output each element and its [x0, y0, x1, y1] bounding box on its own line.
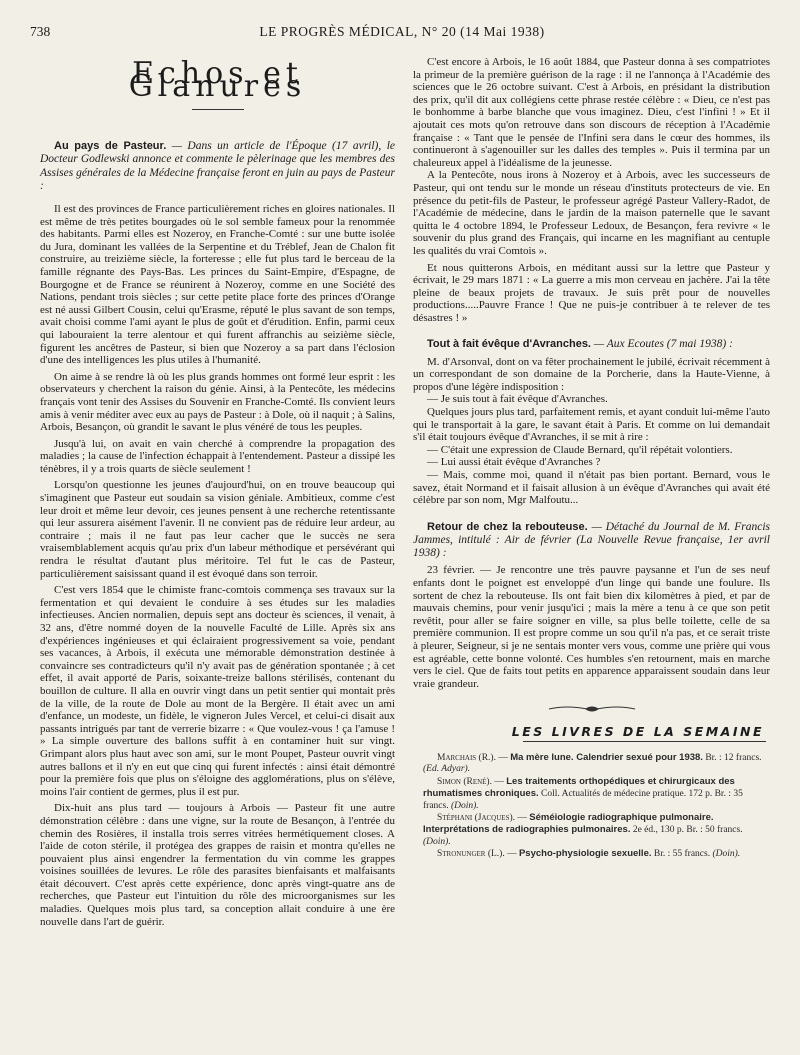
left-column: [40, 54, 395, 928]
book-title: Les traitements orthopédiques et chirurgicaux des rhumatismes chroniques.: [423, 775, 735, 800]
book-publisher: (Doin).: [712, 849, 741, 860]
paragraph: — Lui aussi était évêque d'Avranches ?: [427, 456, 601, 469]
article-pasteur-title: Au pays de Pasteur.: [54, 140, 167, 153]
running-title: LE PROGRÈS MÉDICAL, N° 20 (14 Mai 1938): [259, 24, 545, 39]
book-author: Simon (René).: [437, 776, 492, 787]
page-header: [30, 24, 774, 40]
paragraph: Quelques jours plus tard, parfaitement remis, et ayant conduit lui-même l'auto qui le transportait à la gare, le savant était à Paris. Et comme on lui demandait s'il était toujours évêque d'Avranches, il se mit à rire :: [413, 406, 770, 444]
paragraph: C'est encore à Arbois, le 16 août 1884, que Pasteur donna à ses compatriotes la primeur de la première guérison de la rage : il ne l'annonça à l'Académie des sciences que le 26 octobre suivant. C'est à Arbois, en présidant la distribution des prix, qu'il dit aux collégiens cette phrase restée célèbre : « Dieu, ce n'est pas le bonhomme à barbe blanche que vous imaginez. Dieu, c'est l'infini ! » Et il ajoutait ces mots qu'on retrouve dans son discours de réception à l'Académie française : « Tant que le pensée de l'Infini sera dans le cœur des hommes, ils continueront à s'agenouiller sur les dalles des temples ». Puis il termina par un chaleureux appel à l'idéalisme de la jeunesse.: [413, 56, 770, 169]
book-author: Stronunger (L.).: [437, 849, 505, 860]
paragraph: A la Pentecôte, nous irons à Nozeroy et à Arbois, avec les successeurs de Pasteur, qui ont tendu sur le monde un réseau d'instituts protecteurs de vie. En présence du petit-fils de Pasteur, le professeur agrégé Pasteur Vallery-Radot, de l'Académie de médecine, dans le jardin de la maison paternelle que le savant quitta le 4 octobre 1894, le Professeur Ledoux, de Besançon, fera revivre « le souvenir du plus grand des Français, qui incarne en les magnifiant au centuple les qualités du vrai Comtois ».: [413, 169, 770, 257]
right-column: [413, 56, 770, 861]
flourish-icon: [547, 704, 637, 714]
article-rebouteuse-head: [413, 521, 770, 561]
article-pasteur-intro: — Dans un article de l'Époque (17 avril), le Docteur Godlewski annonce et commente le pèlerinage que les membres des Assises générales de la Médecine française feront en juin au pays de Pasteur :: [40, 140, 396, 192]
book-details: Br. : 55 francs.: [653, 849, 711, 860]
paragraph: Et nous quitterons Arbois, en méditant aussi sur la lettre que Pasteur y écrivait, le 29 mars 1871 : « La guerre a mis mon cerveau en jachère. J'ai la tête pleine de beaux projets de travaux. Je suis prêt pour de nouvelles productions.....Pauvre France ! Que ne puis-je contribuer à te relever de tes désastres ! »: [413, 261, 770, 324]
article-rebouteuse-source: — Détaché du Journal de M. Francis Jammes, intitulé : Air de février (La Nouvelle Revue française, 1er avril 1938) :: [413, 520, 771, 560]
paragraph: Jusqu'à lui, on avait en vain cherché à comprendre la propagation des maladies ; la cause de l'infection échappait à l'entendement. Pasteur a dissipé les ténèbres, il y a trois quarts de siècle seulement !: [40, 437, 395, 475]
book-title: Ma mère lune. Calendrier sexué pour 1938.: [510, 751, 703, 763]
book-publisher: (Doin).: [450, 800, 479, 811]
book-entry: Stéphani (Jacques). — Séméiologie radiographique pulmonaire. Interprétations de radiographies pulmonaires. 2e éd., 130 p. Br. : 50 francs. (Doin).: [423, 811, 743, 847]
page-number: 738: [30, 24, 51, 39]
book-entry: Stronunger (L.). — Psycho-physiologie sexuelle. Br. : 55 francs. (Doin).: [437, 848, 741, 860]
book-publisher: (Doin).: [423, 836, 451, 847]
paragraph: Dix-huit ans plus tard — toujours à Arbois — Pasteur fit une autre démonstration célèbre : dans une vigne, sur la route de Besançon, à l'entrée du chemin des Rosières, il installa trois serres vitrées hermétiquement closes. A l'aide de coton stérile, il protégea des grappes de raisin et montra qu'elles ne pouvaient plus ainsi engendrer la fermentation du vin comme les grappes voisines souillées de levures. Le rôle des parasites bienfaisants et malfaisants était découvert. C'est après cette expérience, donc après vingt-quatre ans de recherches, que Pasteur eut l'intuition du rôle des microorganismes sur les maladies. Quelques mois plus tard, sa conception allait conduire à une ère nouvelle dans l'art de guérir.: [40, 802, 395, 928]
book-details: 2e éd., 130 p. Br. : 50 francs.: [632, 825, 743, 836]
paragraph: 23 février. — Je rencontre une très pauvre paysanne et l'un de ses neuf enfants dont le poignet est enveloppé d'un linge qui bande une foulure. Ils sortent de chez la rebouteuse. Ils ont fait bien dix kilomètres à pied, et par de mauvais chemins, pour venir jusqu'ici ; mais la mère a tenu à ce que son petit revêtit, pour aller se faire soigner en ville, sa plus belle toilette, celle de sa première communion. Il est propre comme un sou qu'il n'a pas, et ce serait triste à pleurer, Seigneur, si je ne sentais monter vers vous, comme une prière qui vous est agréable, cette bonne volonté. Ces humbles s'en retournent, mais en marche vers le ciel. Que de faits tout petits en apparence apparaissent soudain dans leur vraie grandeur.: [413, 564, 770, 690]
title-rule: [192, 109, 244, 110]
book-author: Marchais (R.).: [437, 752, 496, 763]
book-details: Coll. Actualités de médecine pratique. 172 p. Br. : 35 francs.: [423, 789, 743, 811]
paragraph: Lorsqu'on questionne les jeunes d'aujourd'hui, on en trouve beaucoup qui s'imaginent que Pasteur eut soudain sa vision géniale. Ambitieux, comme c'est leur droit et même leur devoir, ces jeunes pensent à une recherche retentissante qui leur assurera aisément l'avenir. Il ne convient pas de réduire leur ardeur, au contraire ; mais il ne faut pas leur cacher que le succès ne sera vraisemblablement acquis qu'au prix d'un labeur méthodique et persévérant qui rendra le résultat d'autant plus méritoire. Tel fut le cas de Pasteur, particulièrement saisissant quand il est évoqué dans son terroir.: [40, 479, 395, 580]
article-avranches-source: — Aux Ecoutes (7 mai 1938) :: [593, 338, 733, 351]
article-avranches-head: [413, 338, 770, 351]
paragraph: C'est vers 1854 que le chimiste franc-comtois commença ses travaux sur la fermentation et qui devaient le conduire à ses études sur les maladies infectieuses. Ancien normalien, depuis sept ans docteur ès sciences, il venait, à 32 ans, d'être nommé doyen de la nouvelle Faculté de Lille. Après six ans d'expériences ingénieuses et qui éclairaient progressivement sa voie, pendant ses vacances, à Arbois, il exécuta une mémorable démonstration destinée à convaincre ses contradicteurs qu'il n'y avait pas de génération spontanée ; à cet effet, il avait apporté de Paris, soixante-treize ballons stérilisés, contenant du bouillon de culture. Il alla en ouvrir vingt dans un petit sentier qui montait près de la ville, de la route de Dole au mont de la Bergère. Il était avec un ami d'enfance, un modeste, un fidèle, le vigneron Jules Vercel, et celui-ci disait aux passants intrigués par tant de verrerie bizarre : « Que voulez-vous ! ça l'amuse ! » La simple ouverture des ballons suffit à en contaminer huit sur vingt. Grimpant alors plus haut avec son ami, sur le mont Poupet, Pasteur ouvrit vingt autres ballons et il n'y en eut que cinq qui furent infectés : ainsi était démontré pour la première fois que plus on s'éloigne des agglomérations, plus on s'élève, moins l'air contient de germes, plus il est pur.: [40, 584, 395, 798]
paragraph: On aime à se rendre là où les plus grands hommes ont formé leur esprit : les observateurs y cherchent la raison du génie. Ainsi, à la Pentecôte, les médecins français vont tenir des Assises du Souvenir en Franche-Comté. Ils convient leurs amis à venir méditer avec eux au pays de Pasteur : à Dole, où il naquit ; à Salins, Arbois, Besançon, où grandit le savant le plus vénéré de tous les peuples.: [40, 370, 395, 434]
book-author: Stéphani (Jacques).: [437, 812, 516, 823]
section-title: Echos et Glanures: [128, 56, 307, 104]
book-entry: Simon (René). — Les traitements orthopédiques et chirurgicaux des rhumatismes chroniques. Coll. Actualités de médecine pratique. 172 p. Br. : 35 francs. (Doin).: [423, 775, 743, 811]
book-publisher: (Ed. Adyar).: [423, 764, 471, 775]
books-rule: [523, 741, 766, 742]
ornament-divider: [413, 704, 770, 716]
book-title: Psycho-physiologie sexuelle.: [518, 848, 652, 860]
books-heading: LES LIVRES DE LA SEMAINE: [511, 724, 764, 740]
book-entry: Marchais (R.). — Ma mère lune. Calendrier sexué pour 1938. Br. : 12 francs. (Ed. Adyar).: [423, 751, 762, 775]
book-title: Séméiologie radiographique pulmonaire. Interprétations de radiographies pulmonaires.: [423, 811, 714, 836]
paragraph: — Mais, comme moi, quand il n'était pas bien portant. Bernard, vous le savez, était Normand et il faisait allusion à un évêque d'Avranches qui avait été célèbre par son nom, Mgr Malfoutu...: [413, 469, 770, 507]
paragraph: — Je suis tout à fait évêque d'Avranches.: [427, 393, 608, 406]
paragraph: M. d'Arsonval, dont on va fêter prochainement le jubilé, écrivait récemment à un correspondant de son domaine de la Porcherie, dans la Haute-Vienne, à propos d'une légère indisposition :: [413, 355, 770, 393]
article-pasteur-head: [40, 140, 395, 193]
article-rebouteuse-title: Retour de chez la rebouteuse.: [427, 520, 588, 533]
article-avranches-title: Tout à fait évêque d'Avranches.: [427, 338, 591, 351]
paragraph: Il est des provinces de France particulièrement riches en gloires nationales. Il est même de très petites bourgades où le sol semble fameux pour la renommée des habitants. Parmi elles est Nozeroy, en Franche-Comté : sur une butte isolée du Jura, dominant les vallées de la Serpentine et du Tréblef, Jean de Chalon fit construire, au treizième siècle, la forteresse ; elle fut plus tard le berceau de la famille régnante des Pays-Bas. Les princes du Saint-Empire, d'Espagne, de Bourgogne et de France se réunirent à Nozeroy, comme en une Société des Nations, pendant trois siècles ; sur cette petite place forte des princes d'Orange est né aussi Gilbert Cousin, celui qu'Erasme, réputé le plus savant de son temps, avait choisi comme l'ami ayant le plus de goût et d'érudition. Enfin, parmi ceux qui labouraient la terre alentour et qui furent affranchis au seizième siècle, figurent les ancêtres de Pasteur, si bien que Nozeroy a sa part dans l'éclosion d'une des intelligences les plus utiles à l'humanité.: [40, 203, 395, 367]
book-details: Br. : 12 francs.: [705, 752, 762, 763]
paragraph: — C'était une expression de Claude Bernard, qu'il répétait volontiers.: [427, 443, 733, 456]
